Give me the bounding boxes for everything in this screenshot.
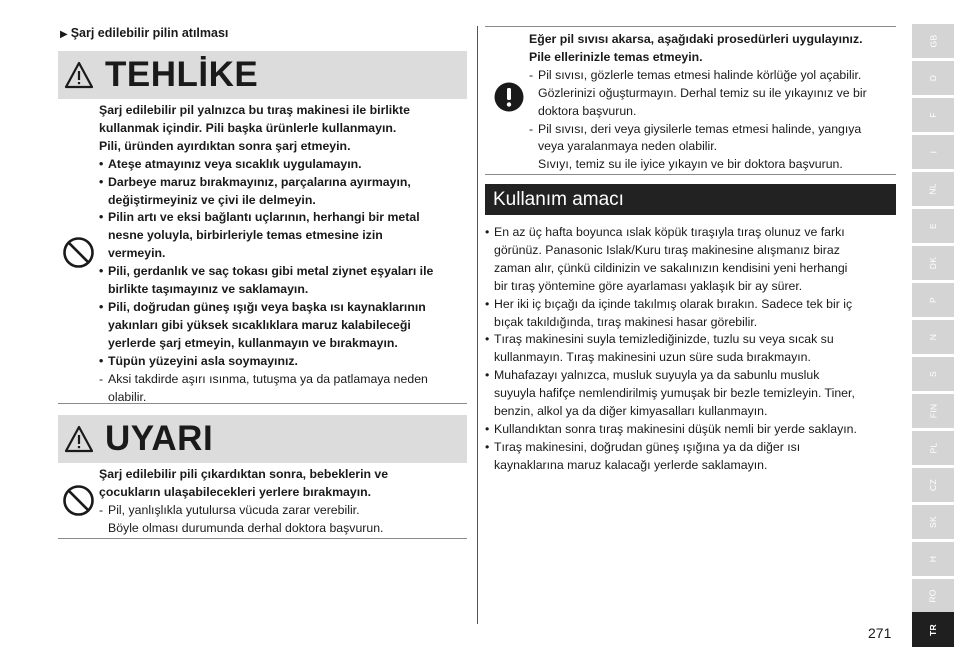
page-number: 271: [868, 625, 892, 641]
warning-banner: [58, 415, 467, 463]
lang-tab-tr[interactable]: TR: [912, 612, 954, 647]
lang-tab-sk[interactable]: SK: [912, 505, 954, 539]
section-heading: ▶ Şarj edilebilir pilin atılması: [60, 26, 229, 40]
lang-tab-cz[interactable]: CZ: [912, 468, 954, 502]
triangle-bullet-icon: ▶: [60, 29, 68, 40]
danger-bullet: • Tüpün yüzeyini asla soymayınız.: [99, 353, 298, 368]
lang-tab-nl[interactable]: NL: [912, 172, 954, 206]
danger-bullet: • Pili, gerdanlık ve saç tokası gibi metal ziynet eşyaları ile birlikte taşımayınız ve saklamayın.: [99, 264, 434, 297]
danger-bullet: • Darbeye maruz bırakmayınız, parçalarına ayırmayın, değiştirmeyiniz ve çivi ile delmeyin.: [99, 174, 411, 207]
lang-tab-e[interactable]: E: [912, 209, 954, 243]
warning-title: UYARI: [105, 419, 214, 458]
lang-tab-p[interactable]: P: [912, 283, 954, 317]
prohibition-icon: [62, 236, 95, 269]
warning-intro: Şarj edilebilir pili çıkardıktan sonra, bebeklerin ve çocukların ulaşabilecekleri yerlere bırakmayın.: [99, 467, 389, 499]
lang-tab-pl[interactable]: PL: [912, 431, 954, 465]
lang-tab-d[interactable]: D: [912, 61, 954, 95]
lang-tab-fin[interactable]: FIN: [912, 394, 954, 428]
danger-note: - Aksi takdirde aşırı ısınma, tutuşma ya da patlamaya neden olabilir.: [99, 371, 428, 404]
divider: [485, 26, 896, 27]
danger-banner: [58, 51, 467, 99]
intended-use-list: [485, 224, 897, 475]
danger-bullet: • Ateşe atmayınız veya sıcaklık uygulamayın.: [99, 156, 362, 171]
prohibition-icon: [62, 484, 95, 517]
list-item: • Her iki iç bıçağı da içinde takılmış olarak bırakın. Sadece tek bir iç bıçak takıldığında, tıraş makinesi hasar görebilir.: [485, 296, 853, 329]
divider: [58, 403, 467, 404]
warning-triangle-icon: [64, 424, 94, 454]
lang-tab-h[interactable]: H: [912, 542, 954, 576]
danger-intro: Şarj edilebilir pil yalnızca bu tıraş makinesi ile birlikte kullanmak içindir. Pili başka ürünlerle kullanmayın. Pili, üründen ayırdıktan sonra şarj etmeyin.: [99, 103, 410, 153]
list-item: • Kullandıktan sonra tıraş makinesini düşük nemli bir yerde saklayın.: [485, 421, 857, 436]
leak-note: - Pil sıvısı, deri veya giysilerle temas etmesi halinde, yangıya veya yaralanmaya neden olabilir. Sıvıyı, temiz su ile iyice yıkayın ve bir doktora başvurun.: [529, 121, 862, 172]
danger-title: TEHLİKE: [105, 55, 259, 94]
danger-bullet: • Pili, doğrudan güneş ışığı veya başka ısı kaynaklarının yakınları gibi yüksek sıcaklıklara maruz kalabileceği yerlerde şarj etmeyin, kullanmayın ve bırakmayın.: [99, 299, 426, 350]
mandatory-action-icon: [494, 82, 524, 112]
leak-text: [529, 31, 897, 174]
lang-tab-i[interactable]: I: [912, 135, 954, 169]
lang-tab-n[interactable]: N: [912, 320, 954, 354]
list-item: • Tıraş makinesini suyla temizlediğinizde, tuzlu su veya sıcak su kullanmayın. Tıraş makinesini uzun süre suda bırakmayın.: [485, 332, 834, 365]
divider: [58, 538, 467, 539]
leak-note: - Pil sıvısı, gözlerle temas etmesi halinde körlüğe yol açabilir. Gözlerinizi oğuşturmayın. Derhal temiz su ile yıkayınız ve bir doktora başvurun.: [529, 67, 867, 118]
list-item: • Muhafazayı yalnızca, musluk suyuyla ya da sabunlu musluk suyuyla hafifçe nemlendirilmiş yumuşak bir bezle temizleyin. Tiner, benzin, alkol ya da diğer kimyasalları kullanmayın.: [485, 368, 855, 419]
lang-tab-gb[interactable]: GB: [912, 24, 954, 58]
lang-tab-f[interactable]: F: [912, 98, 954, 132]
lang-tab-s[interactable]: S: [912, 357, 954, 391]
danger-bullet: • Pilin artı ve eksi bağlantı uçlarının, herhangi bir metal nesne yoluyla, birbirleriyle temas etmesine izin vermeyin.: [99, 210, 420, 261]
leak-intro: Eğer pil sıvısı akarsa, aşağıdaki prosedürleri uygulayınız. Pile ellerinizle temas etmeyin.: [529, 32, 863, 64]
warning-text: [99, 466, 467, 538]
intended-use-heading: Kullanım amacı: [485, 184, 896, 215]
warning-note: - Pil, yanlışlıkla yutulursa vücuda zarar verebilir. Böyle olması durumunda derhal doktora başvurun.: [99, 502, 384, 535]
divider: [485, 174, 896, 175]
warning-triangle-icon: [64, 60, 94, 90]
danger-text: [99, 102, 467, 406]
list-item: • En az üç hafta boyunca ıslak köpük tıraşıyla tıraş olunuz ve farkı görünüz. Panasonic Islak/Kuru tıraş makinesine alışmanız biraz zaman alır, çünkü cildinizin ve sakalınızın kendisini yeni herhangi bir tıraş yöntemine göre ayarlaması yaklaşık bir ay sürer.: [485, 225, 848, 293]
list-item: • Tıraş makinesini, doğrudan güneş ışığına ya da diğer ısı kaynaklarına maruz kalacağı yerlerde saklamayın.: [485, 439, 801, 472]
column-divider: [477, 26, 478, 624]
lang-tab-dk[interactable]: DK: [912, 246, 954, 280]
lang-tab-ro[interactable]: RO: [912, 579, 954, 613]
